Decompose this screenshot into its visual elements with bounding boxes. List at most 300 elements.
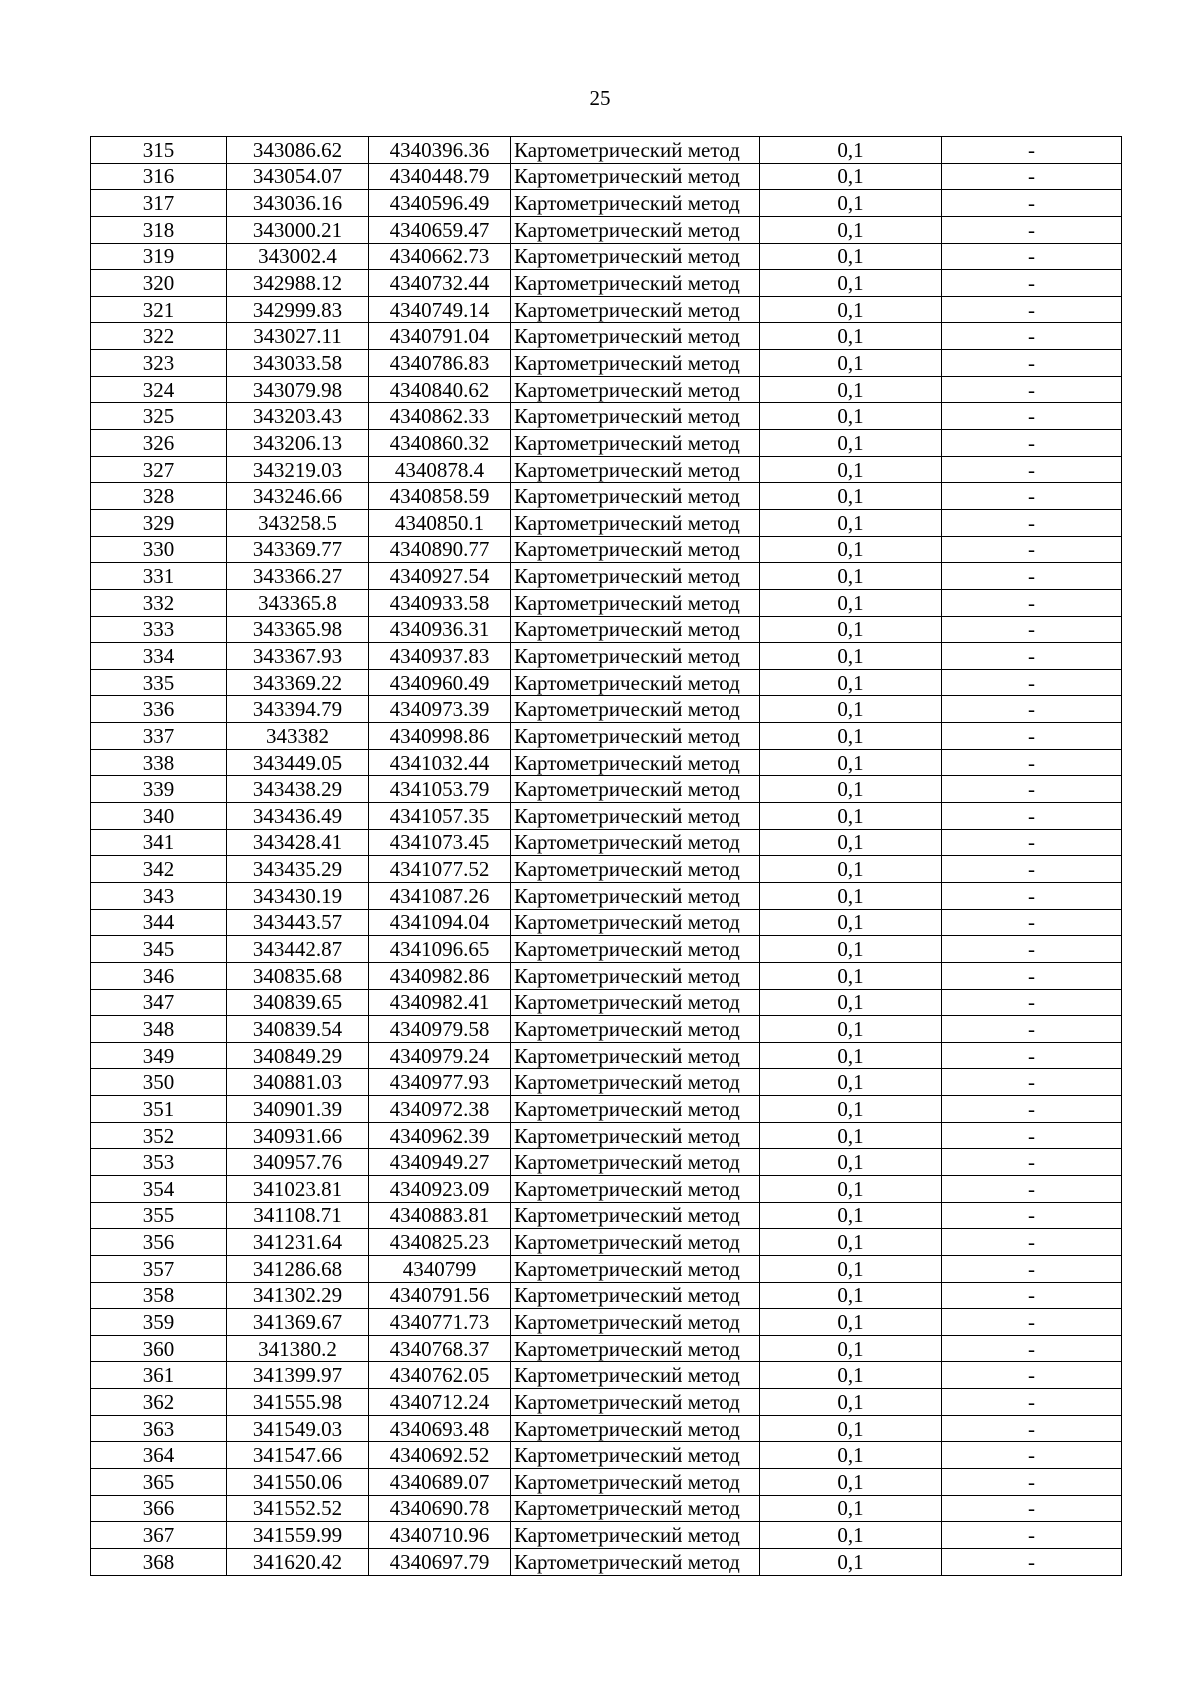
method-cell: Картометрический метод: [511, 483, 760, 510]
x-coordinate-cell: 340881.03: [227, 1069, 369, 1096]
table-row: [91, 1122, 1122, 1149]
method-cell: Картометрический метод: [511, 403, 760, 430]
accuracy-cell: 0,1: [760, 962, 942, 989]
x-coordinate-cell: 343369.22: [227, 669, 369, 696]
note-cell: -: [942, 749, 1122, 776]
method-cell: Картометрический метод: [511, 882, 760, 909]
table-row: [91, 323, 1122, 350]
y-coordinate-cell: 4340791.56: [369, 1282, 511, 1309]
accuracy-cell: 0,1: [760, 1016, 942, 1043]
x-coordinate-cell: 343033.58: [227, 350, 369, 377]
note-cell: -: [942, 1442, 1122, 1469]
point-number-cell: 322: [91, 323, 227, 350]
x-coordinate-cell: 340839.65: [227, 989, 369, 1016]
accuracy-cell: 0,1: [760, 589, 942, 616]
point-number-cell: 318: [91, 216, 227, 243]
accuracy-cell: 0,1: [760, 1096, 942, 1123]
point-number-cell: 324: [91, 376, 227, 403]
accuracy-cell: 0,1: [760, 376, 942, 403]
point-number-cell: 332: [91, 589, 227, 616]
note-cell: -: [942, 243, 1122, 270]
table-row: [91, 1016, 1122, 1043]
point-number-cell: 338: [91, 749, 227, 776]
y-coordinate-cell: 4340596.49: [369, 190, 511, 217]
point-number-cell: 355: [91, 1202, 227, 1229]
table-row: [91, 643, 1122, 670]
accuracy-cell: 0,1: [760, 509, 942, 536]
method-cell: Картометрический метод: [511, 1069, 760, 1096]
method-cell: Картометрический метод: [511, 989, 760, 1016]
table-row: [91, 536, 1122, 563]
note-cell: -: [942, 643, 1122, 670]
point-number-cell: 342: [91, 856, 227, 883]
point-number-cell: 335: [91, 669, 227, 696]
note-cell: -: [942, 403, 1122, 430]
method-cell: Картометрический метод: [511, 723, 760, 750]
x-coordinate-cell: 343442.87: [227, 936, 369, 963]
note-cell: -: [942, 1309, 1122, 1336]
accuracy-cell: 0,1: [760, 1202, 942, 1229]
accuracy-cell: 0,1: [760, 1229, 942, 1256]
table-row: [91, 430, 1122, 457]
y-coordinate-cell: 4341032.44: [369, 749, 511, 776]
x-coordinate-cell: 343438.29: [227, 776, 369, 803]
method-cell: Картометрический метод: [511, 509, 760, 536]
accuracy-cell: 0,1: [760, 1522, 942, 1549]
x-coordinate-cell: 343394.79: [227, 696, 369, 723]
table-row: [91, 882, 1122, 909]
x-coordinate-cell: 341231.64: [227, 1229, 369, 1256]
x-coordinate-cell: 343219.03: [227, 456, 369, 483]
accuracy-cell: 0,1: [760, 1282, 942, 1309]
note-cell: -: [942, 1042, 1122, 1069]
y-coordinate-cell: 4340396.36: [369, 137, 511, 164]
accuracy-cell: 0,1: [760, 989, 942, 1016]
accuracy-cell: 0,1: [760, 163, 942, 190]
accuracy-cell: 0,1: [760, 856, 942, 883]
note-cell: -: [942, 803, 1122, 830]
method-cell: Картометрический метод: [511, 323, 760, 350]
method-cell: Картометрический метод: [511, 137, 760, 164]
y-coordinate-cell: 4340960.49: [369, 669, 511, 696]
y-coordinate-cell: 4340690.78: [369, 1495, 511, 1522]
x-coordinate-cell: 343365.8: [227, 589, 369, 616]
note-cell: -: [942, 190, 1122, 217]
accuracy-cell: 0,1: [760, 616, 942, 643]
accuracy-cell: 0,1: [760, 1469, 942, 1496]
method-cell: Картометрический метод: [511, 190, 760, 217]
method-cell: Картометрический метод: [511, 1122, 760, 1149]
method-cell: Картометрический метод: [511, 1042, 760, 1069]
method-cell: Картометрический метод: [511, 1202, 760, 1229]
point-number-cell: 317: [91, 190, 227, 217]
x-coordinate-cell: 343369.77: [227, 536, 369, 563]
note-cell: -: [942, 1229, 1122, 1256]
table-row: [91, 1362, 1122, 1389]
x-coordinate-cell: 341547.66: [227, 1442, 369, 1469]
method-cell: Картометрический метод: [511, 1229, 760, 1256]
note-cell: -: [942, 456, 1122, 483]
y-coordinate-cell: 4341053.79: [369, 776, 511, 803]
table-row: [91, 1469, 1122, 1496]
y-coordinate-cell: 4340659.47: [369, 216, 511, 243]
accuracy-cell: 0,1: [760, 696, 942, 723]
method-cell: Картометрический метод: [511, 669, 760, 696]
accuracy-cell: 0,1: [760, 723, 942, 750]
method-cell: Картометрический метод: [511, 1442, 760, 1469]
method-cell: Картометрический метод: [511, 936, 760, 963]
method-cell: Картометрический метод: [511, 962, 760, 989]
point-number-cell: 359: [91, 1309, 227, 1336]
method-cell: Картометрический метод: [511, 1522, 760, 1549]
note-cell: -: [942, 1362, 1122, 1389]
accuracy-cell: 0,1: [760, 669, 942, 696]
accuracy-cell: 0,1: [760, 829, 942, 856]
point-number-cell: 360: [91, 1335, 227, 1362]
method-cell: Картометрический метод: [511, 1469, 760, 1496]
y-coordinate-cell: 4340712.24: [369, 1389, 511, 1416]
table-row: [91, 1415, 1122, 1442]
x-coordinate-cell: 343449.05: [227, 749, 369, 776]
table-row: [91, 696, 1122, 723]
point-number-cell: 341: [91, 829, 227, 856]
method-cell: Картометрический метод: [511, 536, 760, 563]
accuracy-cell: 0,1: [760, 350, 942, 377]
method-cell: Картометрический метод: [511, 430, 760, 457]
method-cell: Картометрический метод: [511, 1175, 760, 1202]
accuracy-cell: 0,1: [760, 749, 942, 776]
point-number-cell: 333: [91, 616, 227, 643]
x-coordinate-cell: 343002.4: [227, 243, 369, 270]
accuracy-cell: 0,1: [760, 1175, 942, 1202]
x-coordinate-cell: 343027.11: [227, 323, 369, 350]
table-row: [91, 829, 1122, 856]
y-coordinate-cell: 4340936.31: [369, 616, 511, 643]
y-coordinate-cell: 4341077.52: [369, 856, 511, 883]
table-row: [91, 243, 1122, 270]
point-number-cell: 325: [91, 403, 227, 430]
table-row: [91, 1229, 1122, 1256]
note-cell: -: [942, 669, 1122, 696]
method-cell: Картометрический метод: [511, 163, 760, 190]
point-number-cell: 321: [91, 296, 227, 323]
y-coordinate-cell: 4340878.4: [369, 456, 511, 483]
coordinates-table: [90, 136, 1122, 1576]
note-cell: -: [942, 1389, 1122, 1416]
point-number-cell: 354: [91, 1175, 227, 1202]
method-cell: Картометрический метод: [511, 563, 760, 590]
y-coordinate-cell: 4340858.59: [369, 483, 511, 510]
y-coordinate-cell: 4340697.79: [369, 1548, 511, 1575]
point-number-cell: 363: [91, 1415, 227, 1442]
x-coordinate-cell: 343086.62: [227, 137, 369, 164]
note-cell: -: [942, 1122, 1122, 1149]
point-number-cell: 334: [91, 643, 227, 670]
y-coordinate-cell: 4341073.45: [369, 829, 511, 856]
note-cell: -: [942, 1548, 1122, 1575]
x-coordinate-cell: 341108.71: [227, 1202, 369, 1229]
table-row: [91, 589, 1122, 616]
method-cell: Картометрический метод: [511, 803, 760, 830]
note-cell: -: [942, 536, 1122, 563]
accuracy-cell: 0,1: [760, 1548, 942, 1575]
y-coordinate-cell: 4341096.65: [369, 936, 511, 963]
x-coordinate-cell: 343079.98: [227, 376, 369, 403]
method-cell: Картометрический метод: [511, 856, 760, 883]
y-coordinate-cell: 4340937.83: [369, 643, 511, 670]
x-coordinate-cell: 342999.83: [227, 296, 369, 323]
accuracy-cell: 0,1: [760, 323, 942, 350]
note-cell: -: [942, 1495, 1122, 1522]
table-row: [91, 137, 1122, 164]
accuracy-cell: 0,1: [760, 909, 942, 936]
point-number-cell: 364: [91, 1442, 227, 1469]
note-cell: -: [942, 430, 1122, 457]
note-cell: -: [942, 616, 1122, 643]
note-cell: -: [942, 1069, 1122, 1096]
accuracy-cell: 0,1: [760, 643, 942, 670]
x-coordinate-cell: 340957.76: [227, 1149, 369, 1176]
note-cell: -: [942, 163, 1122, 190]
y-coordinate-cell: 4340979.24: [369, 1042, 511, 1069]
x-coordinate-cell: 341555.98: [227, 1389, 369, 1416]
note-cell: -: [942, 989, 1122, 1016]
x-coordinate-cell: 343365.98: [227, 616, 369, 643]
note-cell: -: [942, 1415, 1122, 1442]
x-coordinate-cell: 343436.49: [227, 803, 369, 830]
table-row: [91, 483, 1122, 510]
coordinates-table-body: [91, 137, 1122, 1576]
note-cell: -: [942, 962, 1122, 989]
table-row: [91, 1522, 1122, 1549]
accuracy-cell: 0,1: [760, 137, 942, 164]
note-cell: -: [942, 296, 1122, 323]
note-cell: -: [942, 1335, 1122, 1362]
x-coordinate-cell: 340931.66: [227, 1122, 369, 1149]
point-number-cell: 348: [91, 1016, 227, 1043]
point-number-cell: 347: [91, 989, 227, 1016]
table-row: [91, 1069, 1122, 1096]
x-coordinate-cell: 341549.03: [227, 1415, 369, 1442]
table-row: [91, 190, 1122, 217]
method-cell: Картометрический метод: [511, 296, 760, 323]
method-cell: Картометрический метод: [511, 243, 760, 270]
y-coordinate-cell: 4340982.41: [369, 989, 511, 1016]
accuracy-cell: 0,1: [760, 936, 942, 963]
method-cell: Картометрический метод: [511, 829, 760, 856]
x-coordinate-cell: 343428.41: [227, 829, 369, 856]
accuracy-cell: 0,1: [760, 190, 942, 217]
note-cell: -: [942, 323, 1122, 350]
point-number-cell: 323: [91, 350, 227, 377]
accuracy-cell: 0,1: [760, 1442, 942, 1469]
accuracy-cell: 0,1: [760, 536, 942, 563]
note-cell: -: [942, 563, 1122, 590]
point-number-cell: 339: [91, 776, 227, 803]
x-coordinate-cell: 341552.52: [227, 1495, 369, 1522]
point-number-cell: 365: [91, 1469, 227, 1496]
note-cell: -: [942, 216, 1122, 243]
point-number-cell: 319: [91, 243, 227, 270]
y-coordinate-cell: 4340973.39: [369, 696, 511, 723]
point-number-cell: 329: [91, 509, 227, 536]
y-coordinate-cell: 4340982.86: [369, 962, 511, 989]
point-number-cell: 357: [91, 1255, 227, 1282]
note-cell: -: [942, 350, 1122, 377]
x-coordinate-cell: 343382: [227, 723, 369, 750]
point-number-cell: 340: [91, 803, 227, 830]
table-row: [91, 962, 1122, 989]
x-coordinate-cell: 341302.29: [227, 1282, 369, 1309]
table-row: [91, 216, 1122, 243]
accuracy-cell: 0,1: [760, 1069, 942, 1096]
note-cell: -: [942, 1016, 1122, 1043]
note-cell: -: [942, 1255, 1122, 1282]
accuracy-cell: 0,1: [760, 216, 942, 243]
table-row: [91, 669, 1122, 696]
note-cell: -: [942, 909, 1122, 936]
point-number-cell: 352: [91, 1122, 227, 1149]
table-row: [91, 616, 1122, 643]
method-cell: Картометрический метод: [511, 696, 760, 723]
x-coordinate-cell: 343246.66: [227, 483, 369, 510]
method-cell: Картометрический метод: [511, 270, 760, 297]
table-row: [91, 856, 1122, 883]
x-coordinate-cell: 341550.06: [227, 1469, 369, 1496]
point-number-cell: 346: [91, 962, 227, 989]
x-coordinate-cell: 341399.97: [227, 1362, 369, 1389]
method-cell: Картометрический метод: [511, 1548, 760, 1575]
y-coordinate-cell: 4340962.39: [369, 1122, 511, 1149]
method-cell: Картометрический метод: [511, 1255, 760, 1282]
page-number: 25: [589, 86, 611, 110]
accuracy-cell: 0,1: [760, 430, 942, 457]
accuracy-cell: 0,1: [760, 456, 942, 483]
table-row: [91, 1442, 1122, 1469]
y-coordinate-cell: 4340927.54: [369, 563, 511, 590]
x-coordinate-cell: 343054.07: [227, 163, 369, 190]
y-coordinate-cell: 4340850.1: [369, 509, 511, 536]
y-coordinate-cell: 4340786.83: [369, 350, 511, 377]
point-number-cell: 349: [91, 1042, 227, 1069]
x-coordinate-cell: 343430.19: [227, 882, 369, 909]
accuracy-cell: 0,1: [760, 243, 942, 270]
note-cell: -: [942, 270, 1122, 297]
note-cell: -: [942, 483, 1122, 510]
note-cell: -: [942, 829, 1122, 856]
point-number-cell: 331: [91, 563, 227, 590]
method-cell: Картометрический метод: [511, 1149, 760, 1176]
accuracy-cell: 0,1: [760, 1042, 942, 1069]
accuracy-cell: 0,1: [760, 483, 942, 510]
x-coordinate-cell: 343203.43: [227, 403, 369, 430]
accuracy-cell: 0,1: [760, 1495, 942, 1522]
note-cell: -: [942, 1282, 1122, 1309]
point-number-cell: 358: [91, 1282, 227, 1309]
point-number-cell: 345: [91, 936, 227, 963]
point-number-cell: 350: [91, 1069, 227, 1096]
y-coordinate-cell: 4340771.73: [369, 1309, 511, 1336]
note-cell: -: [942, 1522, 1122, 1549]
accuracy-cell: 0,1: [760, 270, 942, 297]
x-coordinate-cell: 341620.42: [227, 1548, 369, 1575]
table-row: [91, 909, 1122, 936]
x-coordinate-cell: 341286.68: [227, 1255, 369, 1282]
table-row: [91, 1255, 1122, 1282]
method-cell: Картометрический метод: [511, 1016, 760, 1043]
accuracy-cell: 0,1: [760, 1309, 942, 1336]
method-cell: Картометрический метод: [511, 643, 760, 670]
note-cell: -: [942, 696, 1122, 723]
note-cell: -: [942, 723, 1122, 750]
method-cell: Картометрический метод: [511, 749, 760, 776]
point-number-cell: 367: [91, 1522, 227, 1549]
accuracy-cell: 0,1: [760, 563, 942, 590]
y-coordinate-cell: 4340862.33: [369, 403, 511, 430]
table-row: [91, 563, 1122, 590]
accuracy-cell: 0,1: [760, 1255, 942, 1282]
y-coordinate-cell: 4340732.44: [369, 270, 511, 297]
x-coordinate-cell: 341380.2: [227, 1335, 369, 1362]
note-cell: -: [942, 1202, 1122, 1229]
method-cell: Картометрический метод: [511, 1495, 760, 1522]
x-coordinate-cell: 340901.39: [227, 1096, 369, 1123]
point-number-cell: 326: [91, 430, 227, 457]
y-coordinate-cell: 4340710.96: [369, 1522, 511, 1549]
method-cell: Картометрический метод: [511, 350, 760, 377]
point-number-cell: 316: [91, 163, 227, 190]
note-cell: -: [942, 1096, 1122, 1123]
note-cell: -: [942, 137, 1122, 164]
note-cell: -: [942, 1469, 1122, 1496]
y-coordinate-cell: 4340791.04: [369, 323, 511, 350]
table-row: [91, 1495, 1122, 1522]
table-row: [91, 1335, 1122, 1362]
y-coordinate-cell: 4340972.38: [369, 1096, 511, 1123]
point-number-cell: 362: [91, 1389, 227, 1416]
method-cell: Картометрический метод: [511, 616, 760, 643]
table-row: [91, 296, 1122, 323]
method-cell: Картометрический метод: [511, 1282, 760, 1309]
method-cell: Картометрический метод: [511, 589, 760, 616]
y-coordinate-cell: 4340762.05: [369, 1362, 511, 1389]
table-row: [91, 1149, 1122, 1176]
note-cell: -: [942, 589, 1122, 616]
method-cell: Картометрический метод: [511, 1309, 760, 1336]
y-coordinate-cell: 4341094.04: [369, 909, 511, 936]
table-row: [91, 936, 1122, 963]
y-coordinate-cell: 4340979.58: [369, 1016, 511, 1043]
y-coordinate-cell: 4340768.37: [369, 1335, 511, 1362]
y-coordinate-cell: 4340977.93: [369, 1069, 511, 1096]
y-coordinate-cell: 4340840.62: [369, 376, 511, 403]
point-number-cell: 336: [91, 696, 227, 723]
note-cell: -: [942, 936, 1122, 963]
method-cell: Картометрический метод: [511, 1389, 760, 1416]
method-cell: Картометрический метод: [511, 1362, 760, 1389]
table-row: [91, 403, 1122, 430]
accuracy-cell: 0,1: [760, 803, 942, 830]
accuracy-cell: 0,1: [760, 1335, 942, 1362]
method-cell: Картометрический метод: [511, 1335, 760, 1362]
table-row: [91, 776, 1122, 803]
accuracy-cell: 0,1: [760, 1122, 942, 1149]
y-coordinate-cell: 4340883.81: [369, 1202, 511, 1229]
note-cell: -: [942, 856, 1122, 883]
x-coordinate-cell: 343366.27: [227, 563, 369, 590]
note-cell: -: [942, 776, 1122, 803]
x-coordinate-cell: 343206.13: [227, 430, 369, 457]
